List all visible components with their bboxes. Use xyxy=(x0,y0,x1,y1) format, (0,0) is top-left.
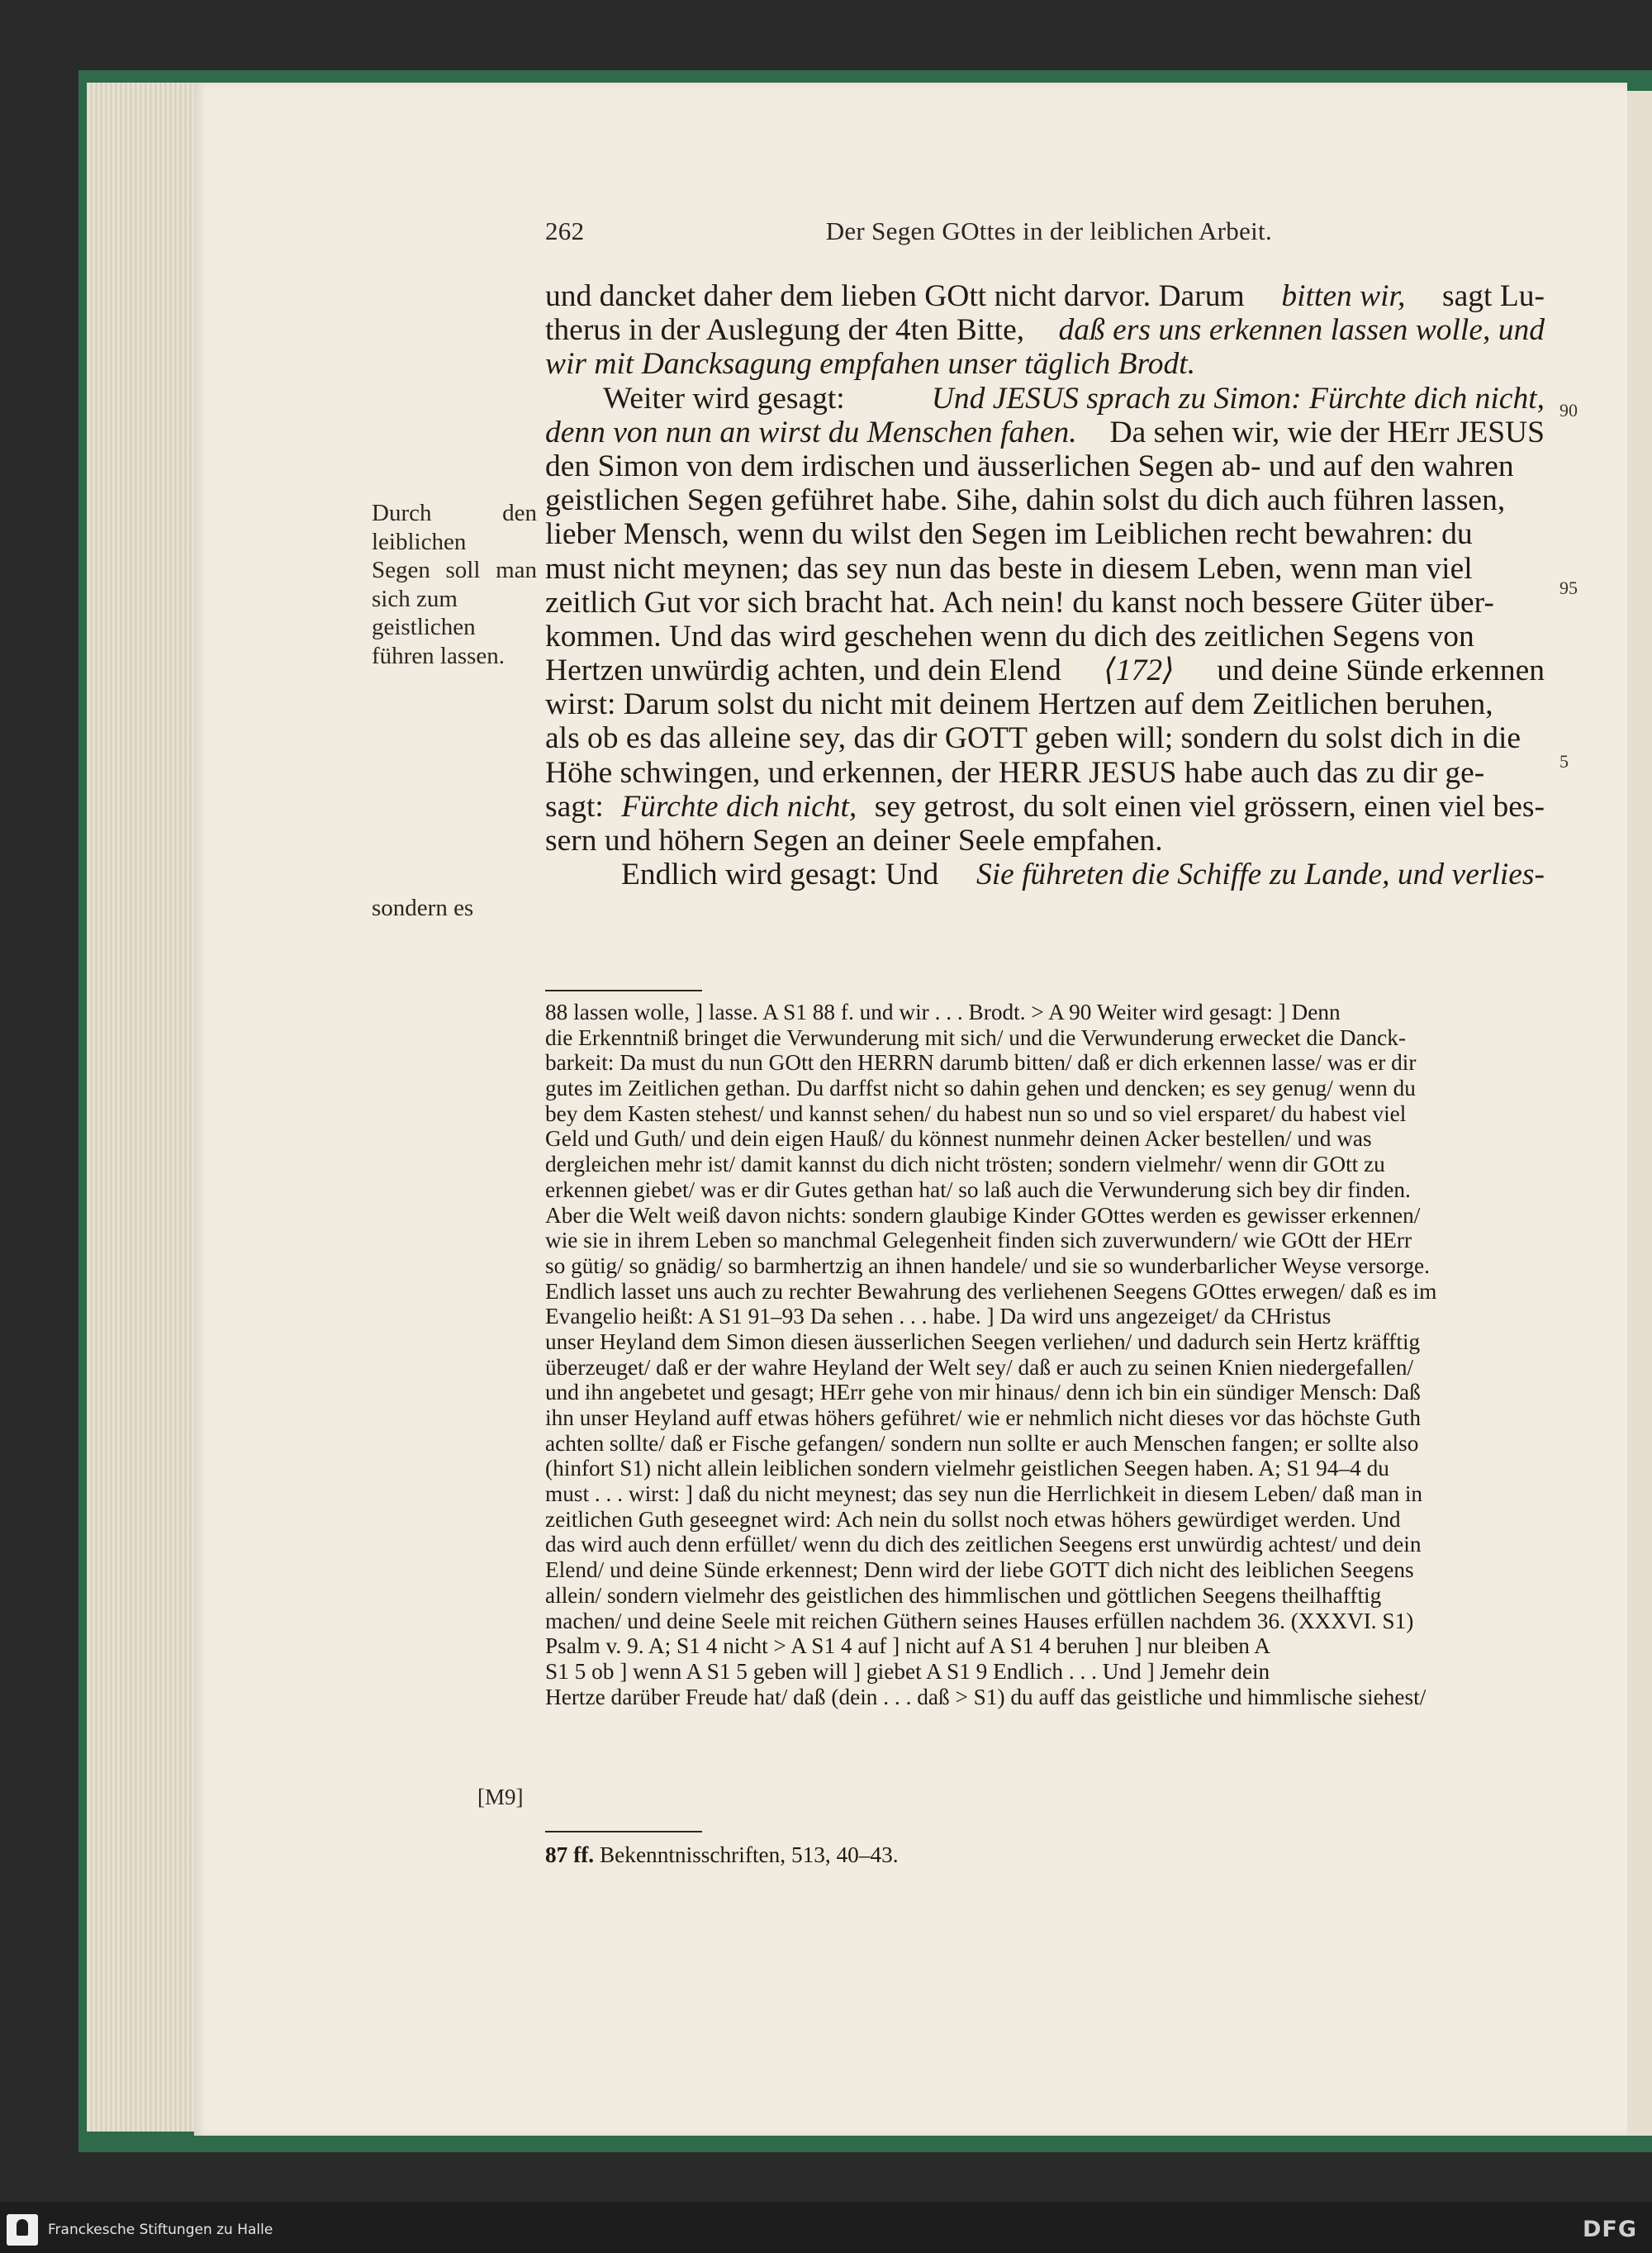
apparatus-line: so gütig/ so gnädig/ so barmhertzig an ihnen handele/ und sie so wunderbarlicher Weyse versorge. xyxy=(545,1252,1430,1278)
apparatus-line: dergleichen mehr ist/ damit kannst du dich nicht trösten; sondern vielmehr/ wenn dir GOtt zu xyxy=(545,1152,1385,1177)
next-page-strip xyxy=(1627,91,1652,2136)
funder-logo: DFG xyxy=(1582,2217,1637,2242)
running-head-title: Der Segen GOttes in der leiblichen Arbeit. xyxy=(825,216,1272,245)
margin-catchword: sondern es xyxy=(372,895,474,921)
apparatus-rule xyxy=(545,990,702,991)
institution-name: Franckesche Stiftungen zu Halle xyxy=(48,2222,273,2238)
text-line: therus in der Auslegung der 4ten Bitte, daß ers uns erkennen lassen wolle, und xyxy=(545,313,1545,348)
apparatus-line: das wird auch denn erfüllet/ wenn du dich des zeitlichen Seegens erst unwürdig achtest/ und dein xyxy=(545,1532,1422,1557)
apparatus-line: barkeit: Da must du nun GOtt den HERRN darumb bitten/ daß er dich erkennen lasse/ was er dir xyxy=(545,1050,1417,1076)
apparatus-line: Geld und Guth/ und dein eigen Hauß/ du könnest nunmehr deinen Acker bestellen/ und was xyxy=(545,1126,1372,1152)
apparatus-line: S1 5 ob ] wenn A S1 5 geben will ] giebet A S1 9 Endlich . . . Und ] Jemehr dein xyxy=(545,1658,1270,1684)
apparatus-line: gutes im Zeitlichen gethan. Du darffst nicht so dahin gehen und dencken; es sey genug/ wenn du xyxy=(545,1076,1416,1101)
line-number: 90 xyxy=(1559,400,1578,421)
text-line: wir mit Dancksagung empfahen unser täglich Brodt. xyxy=(545,347,1196,382)
apparatus-line: machen/ und deine Seele mit reichen Güthern seines Hauses erfüllen nachdem 36. (XXXVI. S1) xyxy=(545,1608,1414,1633)
page-number: 262 xyxy=(545,216,585,245)
text-line: Höhe schwingen, und erkennen, der HERR JESUS habe auch das zu dir ge- xyxy=(545,755,1485,790)
apparatus-line: achten sollte/ daß er Fische gefangen/ sondern nun sollte er auch Menschen fangen; er sollte also xyxy=(545,1430,1419,1456)
apparatus-line: überzeuget/ daß er der wahre Heyland der Welt sey/ daß er auch zu seinen Knien niedergefallen/ xyxy=(545,1354,1414,1380)
apparatus-line: bey dem Kasten stehest/ und kannst sehen/ du habest nun so und so viel ersparet/ du habest viel xyxy=(545,1100,1407,1126)
main-text xyxy=(545,279,1545,891)
apparatus-line: und ihn angebetet und gesagt; HErr gehe von mir hinaus/ denn ich bin ein sündiger Mensch: Daß xyxy=(545,1380,1421,1405)
text-line: kommen. Und das wird geschehen wenn du dich des zeitlichen Segens von xyxy=(545,619,1474,654)
apparatus-line: must . . . wirst: ] daß du nicht meynest; das sey nun die Herrlichkeit in diesem Leben/ daß man in xyxy=(545,1481,1423,1507)
apparatus-line: (hinfort S1) nicht allein leiblichen sondern vielmehr geistlichen Seegen haben. A; S1 94–4 du xyxy=(545,1456,1389,1481)
footnote-rule xyxy=(545,1831,702,1832)
text-line: Weiter wird gesagt: Und JESUS sprach zu Simon: Fürchte dich nicht, xyxy=(603,381,1545,416)
footnote-text: Bekenntnisschriften, 513, 40–43. xyxy=(599,1842,899,1867)
edition-page-ref: ⟨172⟩ xyxy=(1104,654,1175,688)
apparatus-line: Endlich lasset uns auch zu rechter Bewahrung des verliehenen Seegens GOttes erwegen/ daß es im xyxy=(545,1278,1437,1304)
apparatus-line: die Erkenntniß bringet die Verwunderung mit sich/ und die Verwunderung erwecket die Danck- xyxy=(545,1024,1407,1050)
footnote xyxy=(545,1842,1545,1867)
text-line: als ob es das alleine sey, das dir GOTT geben will; sondern du solst dich in die xyxy=(545,721,1521,756)
apparatus-line: wie sie in ihrem Leben so manchmal Gelegenheit finden sich zuverwundern/ wie GOtt der HErr xyxy=(545,1228,1412,1253)
line-number: 95 xyxy=(1559,578,1578,598)
text-line: lieber Mensch, wenn du wilst den Segen im Leiblichen recht bewahren: du xyxy=(545,517,1473,552)
line-number: 5 xyxy=(1559,751,1569,772)
apparatus-line: Evangelio heißt: A S1 91–93 Da sehen . . . habe. ] Da wird uns angezeiget/ da CHristus xyxy=(545,1304,1332,1329)
text-line: sern und höhern Segen an deiner Seele empfahen. xyxy=(545,824,1163,858)
footnote-ref: 87 ff. xyxy=(545,1842,595,1867)
text-line: den Simon von dem irdischen und äusserlichen Segen ab- und auf den wahren xyxy=(545,449,1514,483)
text-line: denn von nun an wirst du Menschen fahen. Da sehen wir, wie der HErr JESUS xyxy=(545,415,1545,449)
apparatus-line: unser Heyland dem Simon diesen äusserlichen Seegen verliehen/ und dadurch sein Hertz kräfftig xyxy=(545,1329,1421,1354)
manuscript-marker: [M9] xyxy=(477,1785,524,1809)
apparatus-line: Aber die Welt weiß davon nichts: sondern glaubige Kinder GOttes werden es gewisser erkennen/ xyxy=(545,1202,1421,1228)
text-line: sagt: Fürchte dich nicht, sey getrost, du solt einen viel grössern, einen viel bes- xyxy=(545,789,1545,824)
text-line: wirst: Darum solst du nicht mit deinem Hertzen auf dem Zeitlichen beruhen, xyxy=(545,687,1493,722)
page-edges xyxy=(87,83,195,2132)
apparatus-line: Elend/ und deine Sünde erkennest; Denn wird der liebe GOTT dich nicht des leiblichen Seegens xyxy=(545,1557,1414,1583)
text-line: zeitlich Gut vor sich bracht hat. Ach nein! du kanst noch bessere Güter über- xyxy=(545,585,1494,620)
apparatus-line: erkennen giebet/ was er dir Gutes gethan hat/ so laß auch die Verwunderung sich bey dir finden. xyxy=(545,1176,1411,1202)
apparatus-line: Psalm v. 9. A; S1 4 nicht > A S1 4 auf ] nicht auf A S1 4 beruhen ] nur bleiben A xyxy=(545,1633,1270,1659)
apparatus-line: ihn unser Heyland auff etwas höhers geführet/ wie er nehmlich nicht dieses vor das höchste Guth xyxy=(545,1405,1421,1430)
institution-logo-icon xyxy=(7,2214,38,2246)
apparatus-line: 88 lassen wolle, ] lasse. A S1 88 f. und wir . . . Brodt. > A 90 Weiter wird gesagt: ] Denn xyxy=(545,1000,1341,1024)
text-line: Hertzen unwürdig achten, und dein Elend ⟨172⟩ und deine Sünde erkennen xyxy=(545,654,1545,688)
text-line: geistlichen Segen geführet habe. Sihe, dahin solst du dich auch führen lassen, xyxy=(545,483,1506,518)
text-line: Endlich wird gesagt: Und Sie führeten die Schiffe zu Lande, und verlies- xyxy=(621,858,1545,892)
text-line: must nicht meynen; das sey nun das beste in diesem Leben, wenn man viel xyxy=(545,551,1473,586)
apparatus-line: zeitlichen Guth geseegnet wird: Ach nein du sollst noch etwas höhers gewürdiget werden. Und xyxy=(545,1506,1401,1532)
margin-note: Durch den leiblichen Segen soll man sich zum geistlichen führen lassen. xyxy=(372,500,537,669)
text-line: und dancket daher dem lieben GOtt nicht darvor. Darum bitten wir, sagt Lu- xyxy=(545,279,1545,313)
apparatus-line: allein/ sondern vielmehr des geistlichen des himmlischen und göttlichen Seegens theilhafftig xyxy=(545,1582,1382,1608)
running-head xyxy=(545,216,1272,258)
critical-apparatus xyxy=(545,1000,1545,1709)
apparatus-line: Hertze darüber Freude hat/ daß (dein . . . daß > S1) du auff das geistliche und himmlische siehest/ xyxy=(545,1684,1427,1709)
